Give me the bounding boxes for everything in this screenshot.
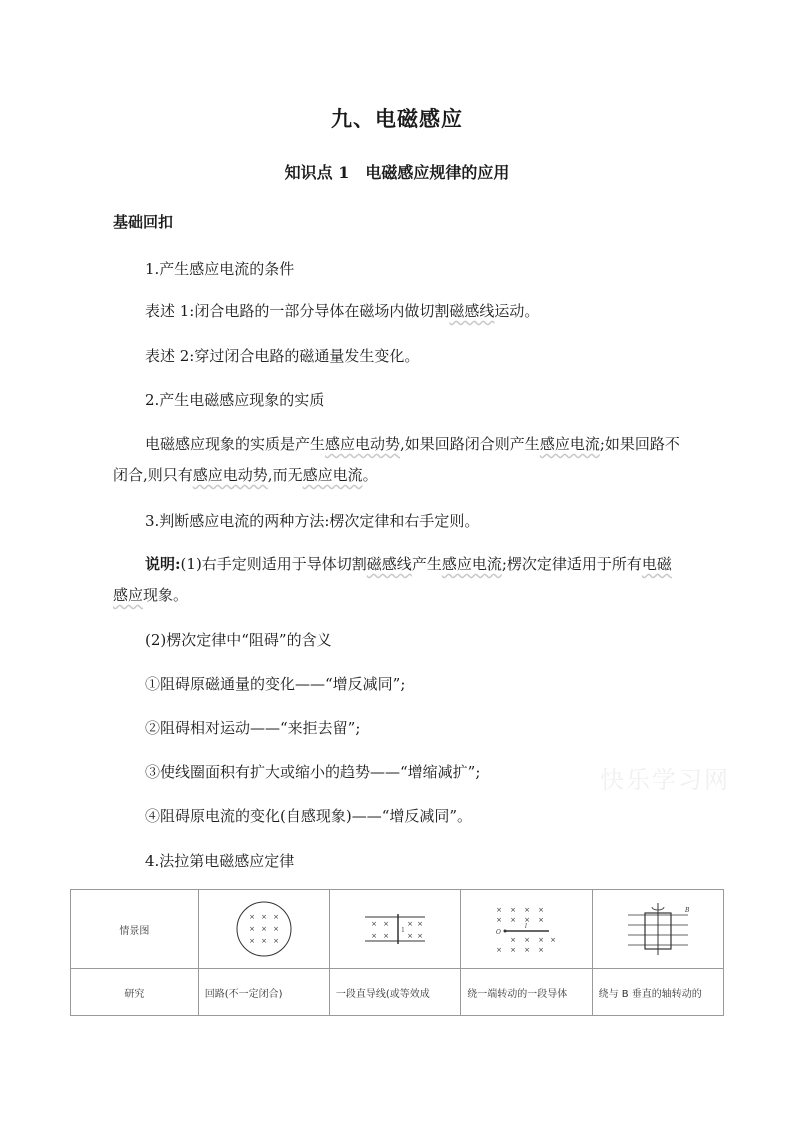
text-p5f: 感应电动势: [192, 466, 268, 484]
svg-text:×: ×: [248, 913, 255, 921]
table-cell: 回路(不一定闭合): [198, 969, 329, 1016]
svg-text:×: ×: [248, 937, 255, 945]
text-p9: ①阻碍原磁通量的变化——“增反减同”;: [145, 675, 406, 693]
text-p5a: 电磁感应现象的实质是产生: [145, 435, 326, 453]
svg-text:×: ×: [248, 925, 255, 933]
svg-text:×: ×: [260, 925, 267, 933]
svg-text:×: ×: [407, 920, 413, 928]
text-p5h: 感应电流: [302, 466, 363, 484]
paragraph-6: [113, 506, 683, 537]
svg-text:×: ×: [510, 916, 517, 924]
watermark: 快乐学习网: [600, 766, 730, 794]
sliding-rod-diagram: [360, 909, 430, 949]
svg-text:×: ×: [496, 946, 503, 954]
svg-text:×: ×: [510, 946, 517, 954]
svg-text:×: ×: [272, 925, 279, 933]
svg-text:×: ×: [272, 937, 279, 945]
rotating-coil-diagram: [623, 901, 693, 957]
paragraph-10: [113, 713, 683, 744]
text-p7a: 说明:: [145, 555, 181, 573]
table-cell: 绕一端转动的一段导体: [461, 969, 592, 1016]
paragraph-2: [113, 296, 683, 327]
faraday-law-table: [70, 889, 724, 1016]
svg-text:×: ×: [272, 913, 279, 921]
section-heading: 基础回扣: [113, 213, 174, 231]
page-title: 九、电磁感应: [331, 106, 463, 131]
label-l: l: [525, 923, 528, 930]
text-p5c: ,如果回路闭合则产生: [400, 435, 540, 453]
text-p4: 2.产生电磁感应现象的实质: [145, 391, 325, 409]
text-p7b: (1)右手定则适用于导体切割: [180, 555, 367, 573]
text-p5b: 感应电动势: [325, 435, 401, 453]
paragraph-9: [113, 669, 683, 700]
label-l: l: [402, 927, 404, 934]
text-p2a: 表述 1:闭合电路的一部分导体在磁场内做切割: [145, 302, 450, 320]
page-subtitle: 知识点 1 电磁感应规律的应用: [284, 163, 510, 182]
svg-text:×: ×: [510, 936, 517, 944]
svg-text:×: ×: [510, 906, 517, 914]
figure-rotating-rod: [461, 890, 592, 969]
svg-text:×: ×: [417, 920, 423, 928]
paragraph-12: [113, 801, 683, 832]
table-row: [71, 969, 724, 1016]
rotating-rod-diagram: [491, 904, 561, 954]
svg-text:×: ×: [524, 906, 531, 914]
text-p7g: 电磁感应: [113, 555, 672, 604]
text-p1: 1.产生感应电流的条件: [145, 260, 295, 278]
paragraph-3: [113, 341, 683, 372]
svg-text:×: ×: [496, 906, 503, 914]
circle-field-diagram: [234, 899, 294, 959]
text-p3: 表述 2:穿过闭合电路的磁通量发生变化。: [145, 347, 420, 365]
text-p12: ④阻碍原电流的变化(自感现象)——“增反减同”。: [145, 807, 473, 825]
paragraph-8: [113, 625, 683, 656]
text-p7e: 感应电流: [441, 555, 502, 573]
paragraph-13: [113, 846, 683, 877]
figure-rotating-coil: [592, 890, 723, 969]
text-p5g: ,而无: [267, 466, 303, 484]
figure-closed-loop: [198, 890, 329, 969]
table-row: [71, 890, 724, 969]
table-cell-research-label: 研究: [71, 969, 199, 1016]
table-cell: 绕与 B 垂直的轴转动的: [592, 969, 723, 1016]
paragraph-4: [113, 385, 683, 416]
svg-text:×: ×: [524, 916, 531, 924]
svg-text:×: ×: [524, 936, 531, 944]
svg-text:×: ×: [371, 932, 377, 940]
svg-text:×: ×: [417, 932, 423, 940]
figure-straight-wire: [329, 890, 460, 969]
svg-text:×: ×: [371, 920, 377, 928]
text-p10: ②阻碍相对运动——“来拒去留”;: [145, 719, 361, 737]
text-p7d: 产生: [411, 555, 442, 573]
paragraph-7: [113, 549, 683, 611]
svg-text:×: ×: [538, 936, 545, 944]
text-p11: ③使线圈面积有扩大或缩小的趋势——“增缩减扩”;: [145, 763, 481, 781]
svg-text:×: ×: [538, 946, 545, 954]
svg-text:×: ×: [524, 946, 531, 954]
text-p5e: ;如果回路不闭合,则只有: [113, 435, 680, 484]
paragraph-1: [113, 254, 683, 285]
label-b: B: [684, 907, 690, 914]
label-o: O: [496, 929, 502, 936]
text-p5d: 感应电流: [539, 435, 600, 453]
paragraph-11: [113, 757, 683, 788]
paragraph-5: [113, 429, 683, 491]
svg-text:×: ×: [496, 916, 503, 924]
text-p7c: 磁感线: [366, 555, 412, 573]
svg-text:×: ×: [538, 916, 545, 924]
text-p13: 4.法拉第电磁感应定律: [145, 852, 295, 870]
svg-text:×: ×: [407, 932, 413, 940]
svg-text:×: ×: [538, 906, 545, 914]
table-cell: 一段直导线(或等效成: [329, 969, 460, 1016]
text-p6: 3.判断感应电流的两种方法:楞次定律和右手定则。: [145, 512, 480, 530]
svg-text:×: ×: [383, 932, 389, 940]
svg-text:×: ×: [260, 913, 267, 921]
text-p5i: 。: [362, 466, 378, 484]
svg-text:×: ×: [550, 936, 557, 944]
table-cell-scene-label: 情景图: [71, 890, 199, 969]
text-p7f: ;楞次定律适用于所有: [501, 555, 642, 573]
text-p2c: 运动。: [494, 302, 540, 320]
svg-text:×: ×: [383, 920, 389, 928]
text-p8: (2)楞次定律中“阻碍”的含义: [145, 631, 332, 649]
text-p7h: 现象。: [143, 586, 189, 604]
svg-text:×: ×: [260, 937, 267, 945]
text-p2b: 磁感线: [449, 302, 495, 320]
